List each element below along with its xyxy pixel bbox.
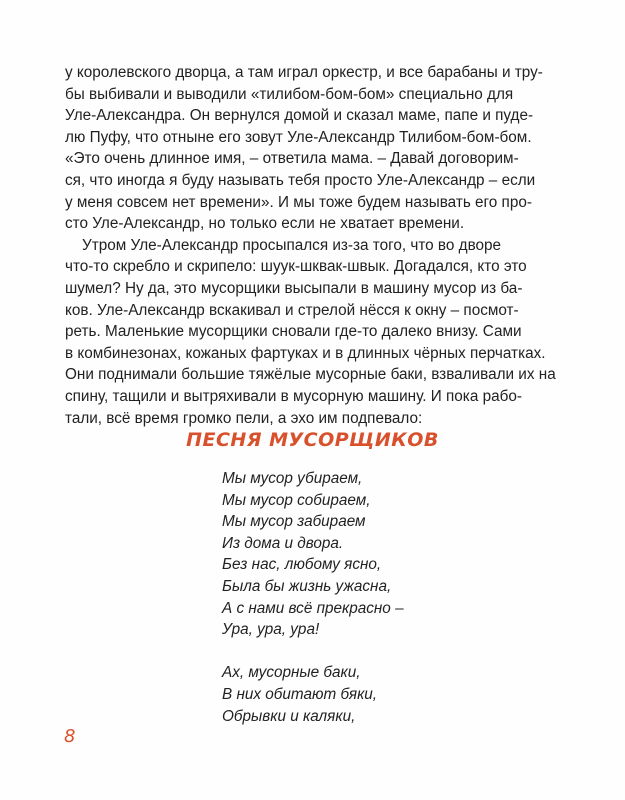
text-line: Уле-Александра. Он вернулся домой и сказал маме, папе и пуде- <box>65 107 534 125</box>
text-line: шумел? Ну да, это мусорщики высыпали в машину мусор из ба- <box>65 279 523 297</box>
text-line: лю Пуфу, что отныне его зовут Уле-Александр Тилибом-бом-бом. <box>65 128 532 146</box>
poem-line: В них обитают бяки, <box>222 685 378 703</box>
poem-line: Без нас, любому ясно, <box>222 556 382 574</box>
text-line: тали, всё время громко пели, а эхо им подпевало: <box>65 409 423 427</box>
text-line: ков. Уле-Александр вскакивал и стрелой нёсся к окну – посмот- <box>65 301 519 319</box>
paragraph-2 <box>65 235 595 429</box>
poem-line: Ах, мусорные баки, <box>222 664 361 682</box>
text-line: сто Уле-Александр, но только если не хватает времени. <box>65 215 465 233</box>
song-title: ПЕСНЯ МУСОРЩИКОВ <box>186 429 439 451</box>
page-number: 8 <box>64 726 76 747</box>
story-text <box>65 62 595 429</box>
poem-line: А с нами всё прекрасно – <box>222 599 404 617</box>
poem-stanza-1 <box>222 468 404 641</box>
text-line: спину, тащили и вытряхивали в мусорную машину. И пока рабо- <box>65 387 522 405</box>
poem-line: Из дома и двора. <box>222 534 344 552</box>
text-line: у королевского дворца, а там играл оркестр, и все барабаны и тру- <box>65 64 543 81</box>
text-line: в комбинезонах, кожаных фартуках и в длинных чёрных перчатках. <box>65 344 546 362</box>
poem-line: Была бы жизнь ужасна, <box>222 577 392 595</box>
paragraph-1 <box>65 62 595 235</box>
text-line: бы выбивали и выводили «тилибом-бом-бом» специально для <box>65 85 514 103</box>
text-line: ся, что иногда я буду называть тебя просто Уле-Александр – если <box>65 171 536 189</box>
poem-line: Мы мусор собираем, <box>222 491 371 509</box>
poem-stanza-2 <box>222 662 404 727</box>
text-line: Они поднимали большие тяжёлые мусорные баки, взваливали их на <box>65 366 556 384</box>
poem-line: Ура, ура, ура! <box>222 621 320 639</box>
text-line: реть. Маленькие мусорщики сновали где-то далеко внизу. Сами <box>65 323 522 341</box>
song-poem <box>222 468 404 749</box>
text-line: «Это очень длинное имя, – ответила мама. – Давай договорим- <box>65 150 519 168</box>
poem-line: Мы мусор забираем <box>222 513 366 531</box>
text-line: Утром Уле-Александр просыпался из-за того, что во дворе <box>65 236 502 254</box>
poem-line: Обрывки и каляки, <box>222 707 356 725</box>
text-line: что-то скребло и скрипело: шуук-шквак-швык. Догадался, кто это <box>65 258 527 276</box>
poem-line: Мы мусор убираем, <box>222 470 363 487</box>
text-line: у меня совсем нет времени». И мы тоже будем называть его про- <box>65 193 532 211</box>
